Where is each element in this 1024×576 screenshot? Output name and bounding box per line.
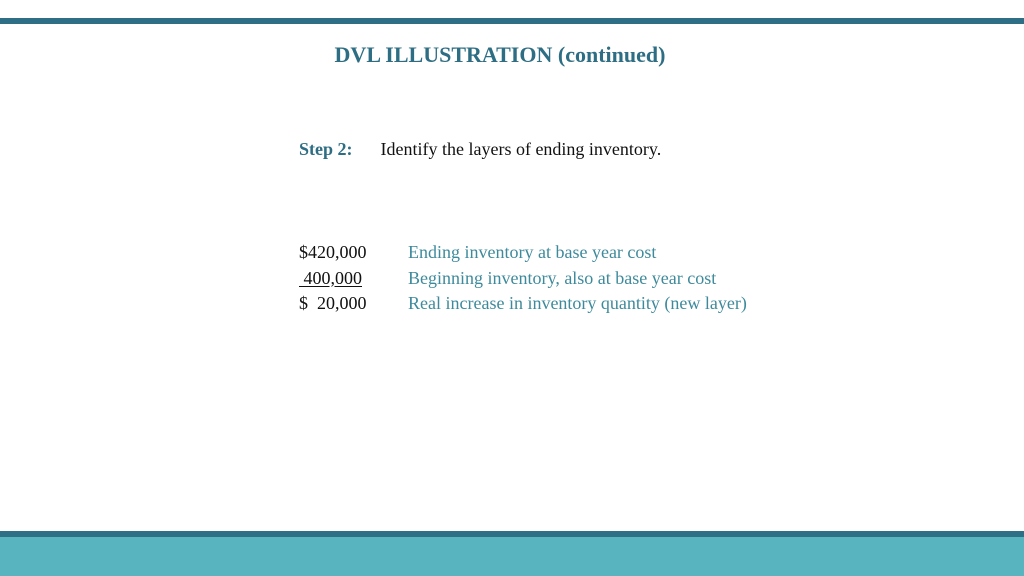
inventory-layer-calculation <box>299 240 747 317</box>
slide-title: DVL ILLUSTRATION (continued) <box>334 42 666 67</box>
description-ending: Ending inventory at base year cost <box>408 242 657 262</box>
calc-row-increase <box>299 291 747 317</box>
amount-beginning-value: 400,000 <box>299 267 362 288</box>
description-increase: Real increase in inventory quantity (new layer) <box>408 293 747 313</box>
step-text: Identify the layers of ending inventory. <box>380 139 662 159</box>
calc-row-beginning <box>299 266 747 292</box>
bottom-footer-band <box>0 537 1024 576</box>
step-instruction <box>299 139 661 160</box>
step-label: Step 2: <box>299 139 353 159</box>
calc-row-ending <box>299 240 747 266</box>
description-beginning: Beginning inventory, also at base year cost <box>408 267 717 288</box>
top-divider-bar <box>0 18 1024 24</box>
amount-ending: $420,000 <box>299 242 367 262</box>
amount-increase: $ 20,000 <box>299 293 367 313</box>
amount-beginning <box>299 266 379 292</box>
